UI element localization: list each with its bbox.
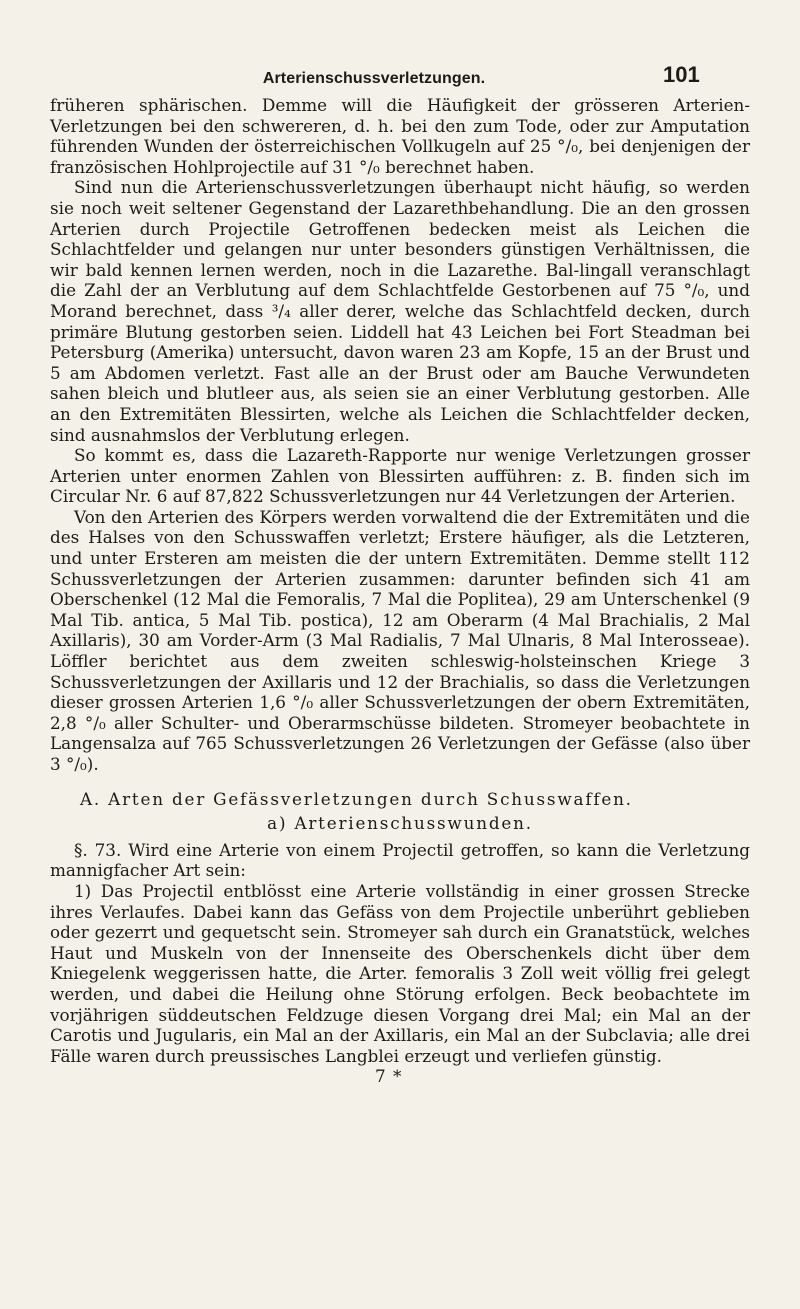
paragraph: §. 73. Wird eine Arterie von einem Projectil getroffen, so kann die Verletzung mannigfacher Art sein: <box>50 839 750 881</box>
page-number: 101 <box>663 62 700 87</box>
running-title: Arterienschussverletzungen. <box>262 70 486 87</box>
paragraph: Sind nun die Arterienschussverletzungen überhaupt nicht häufig, so werden sie noch weit seltener Gegenstand der Lazarethbehandlung. Die an den grossen Arterien durch Projectile Getroffenen bedecken meist als Leichen die Schlachtfelder und gelangen nur unter besonders günstigen Verhältnissen, die wir bald kennen lernen werden, noch in die Lazarethe. Bal-lingall veranschlagt die Zahl der an Verblutung auf dem Schlachtfelde Gestorbenen auf 75 °/₀, und Morand berechnet, dass ³/₄ aller derer, welche das Schlachtfeld decken, durch primäre Blutung gestorben seien. Liddell hat 43 Leichen bei Fort Steadman bei Petersburg (Amerika) untersucht, davon waren 23 am Kopfe, 15 an der Brust und 5 am Abdomen verletzt. Fast alle an der Brust oder am Bauche Verwundeten sahen bleich und blutleer aus, als seien sie an einer Verblutung gestorben. Alle an den Extremitäten Blessirten, welche als Leichen die Schlachtfelder decken, sind ausnahmslos der Verblutung erlegen. <box>50 177 750 445</box>
signature-mark: 7 * <box>375 1066 403 1087</box>
section-heading: A. Arten der Gefässverletzungen durch Schusswaffen. <box>80 788 633 809</box>
subsection-heading: a) Arterienschusswunden. <box>267 813 533 834</box>
paragraph: Von den Arterien des Körpers werden vorwaltend die der Extremitäten und die des Halses von den Schusswaffen verletzt; Erstere häufiger, als die Letzteren, und unter Ersteren am meisten die der untern Extremitäten. Demme stellt 112 Schussverletzungen der Arterien zusammen: darunter befinden sich 41 am Oberschenkel (12 Mal die Femoralis, 7 Mal die Poplitea), 29 am Unterschenkel (9 Mal Tib. antica, 5 Mal Tib. postica), 12 am Oberarm (4 Mal Brachialis, 2 Mal Axillaris), 30 am Vorder-Arm (3 Mal Radialis, 7 Mal Ulnaris, 8 Mal Interosseae). Löffler berichtet aus dem zweiten schleswig-holsteinschen Kriege 3 Schussverletzungen der Axillaris und 12 der Brachialis, so dass die Verletzungen dieser grossen Arterien 1,6 °/₀ aller Schussverletzungen der obern Extremitäten, 2,8 °/₀ aller Schulter- und Oberarmschüsse bildeten. Stromeyer beobachtete in Langensalza auf 765 Schussverletzungen 26 Verletzungen der Gefässe (also über 3 °/₀). <box>50 506 750 774</box>
page-body <box>50 95 750 1104</box>
paragraph: So kommt es, dass die Lazareth-Rapporte nur wenige Verletzungen grosser Arterien unter enormen Zahlen von Blessirten aufführen: z. B. finden sich im Circular Nr. 6 auf 87,822 Schussverletzungen nur 44 Verletzungen der Arterien. <box>50 445 750 507</box>
paragraph: 1) Das Projectil entblösst eine Arterie vollständig in einer grossen Strecke ihres Verlaufes. Dabei kann das Gefäss von dem Projectile unberührt geblieben oder gezerrt und gequetscht sein. Stromeyer sah durch ein Granatstück, welches Haut und Muskeln von der Innenseite des Oberschenkels dicht über dem Kniegelenk weggerissen hatte, die Arter. femoralis 3 Zoll weit völlig frei gelegt werden, und dabei die Heilung ohne Störung erfolgen. Beck beobachtete im vorjährigen süddeutschen Feldzuge diesen Vorgang drei Mal; ein Mal an der Carotis und Jugularis, ein Mal an der Axillaris, ein Mal an der Subclavia; alle drei Fälle waren durch preussisches Langblei erzeugt und verliefen günstig. <box>50 880 750 1066</box>
paragraph: früheren sphärischen. Demme will die Häufigkeit der grösseren Arterien-Verletzungen bei den schwereren, d. h. bei den zum Tode, oder zur Amputation führenden Wunden der österreichischen Vollkugeln auf 25 °/₀, bei denjenigen der französischen Hohlprojectile auf 31 °/₀ berechnet haben. <box>50 95 750 177</box>
